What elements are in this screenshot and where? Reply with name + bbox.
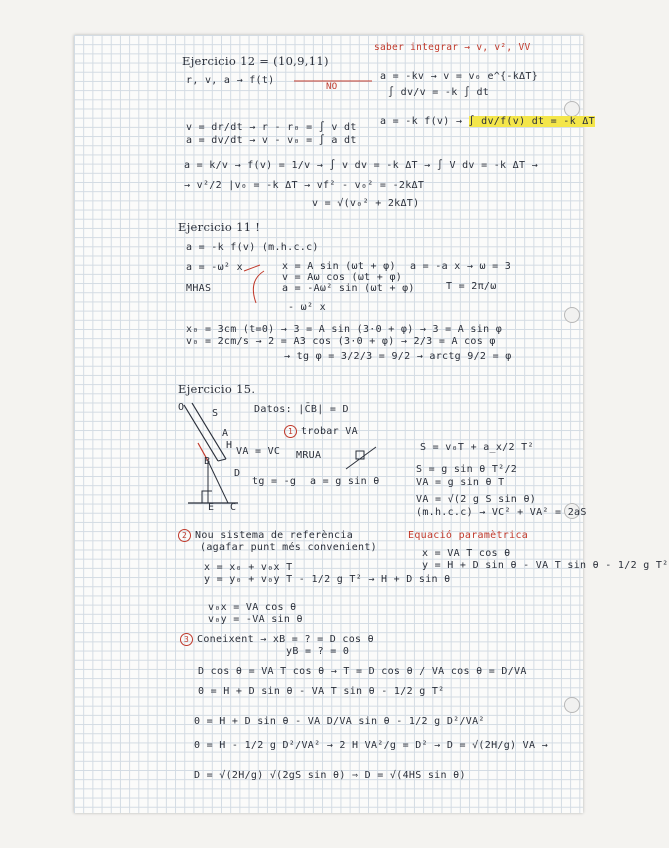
eq-x: x = x₀ + v₀x T bbox=[204, 562, 293, 573]
ex12-right3: a = -k f(v) → ∫ dv/f(v) dt = -k ΔT bbox=[380, 116, 595, 127]
ex15-item2: 2 Nou sistema de referència bbox=[178, 529, 353, 542]
item3-b: yB = ? = 0 bbox=[286, 646, 350, 657]
block-diagram bbox=[342, 443, 382, 473]
label-c: C bbox=[230, 502, 237, 513]
label-e: E bbox=[208, 502, 215, 513]
final-eq3: 0 = H + D sin θ - VA D/VA sin θ - 1/2 g D²/VA² bbox=[194, 716, 485, 727]
binder-hole bbox=[564, 307, 580, 323]
ex11-line1: a = -k f(v) (m.h.c.c) bbox=[186, 242, 319, 253]
ex15-item2-sub: (agafar punt més convenient) bbox=[200, 542, 377, 553]
label-b: B bbox=[204, 456, 211, 467]
ex11-line6: x₀ = 3cm (t=0) → 3 = A sin (3·0 + φ) → 3 = A sin φ bbox=[186, 324, 503, 335]
ex12-right2: ∫ dv/v = -k ∫ dt bbox=[388, 87, 490, 98]
ex11-line3: v = Aω cos (ωt + φ) bbox=[282, 272, 403, 283]
eq-v0x: v₀x = VA cos θ bbox=[208, 602, 297, 613]
ex11-period: T = 2π/ω bbox=[446, 281, 497, 292]
ex11-line2b: x = A sin (ωt + φ) bbox=[282, 261, 396, 272]
ex11-line2c: a = -a x → ω = 3 bbox=[410, 261, 512, 272]
final-eq5: D = √(2H/g) √(2gS sin θ) ⇒ D = √(4HS sin θ) bbox=[194, 770, 466, 781]
final-eq4: 0 = H - 1/2 g D²/VA² → 2 H VA²/g = D² → D = √(2H/g) VA → bbox=[194, 740, 548, 751]
binder-hole bbox=[564, 697, 580, 713]
mrua: MRUA bbox=[296, 450, 322, 461]
ex11-line4b: a = -Aω² sin (ωt + φ) bbox=[282, 283, 415, 294]
eq-y: y = y₀ + v₀y T - 1/2 g T² → H + D sin θ bbox=[204, 574, 451, 585]
ex12-right1: a = -kv → v = v₀ e^{-kΔT} bbox=[380, 71, 539, 82]
ex11-arrows bbox=[234, 267, 294, 307]
notebook-page bbox=[74, 35, 669, 813]
ex15-datos: Datos: |C̄B| = D bbox=[254, 404, 349, 415]
s-eq5: (m.h.c.c) → VC² + VA² = 2aS bbox=[416, 507, 587, 518]
label-s: S bbox=[212, 408, 219, 419]
highlight: ∫ dv/f(v) dt = -k ΔT bbox=[468, 116, 595, 127]
label-d: D bbox=[234, 468, 241, 479]
ex11-line2: a = -ω² x bbox=[186, 262, 243, 273]
ex12-result: v = √(v₀² + 2kΔT) bbox=[312, 198, 420, 209]
ex15-item3: 3 Coneixent → xB = ? = D cos θ bbox=[180, 633, 374, 646]
ex12-line1: r, v, a → f(t) bbox=[186, 75, 275, 86]
label-o: O bbox=[178, 402, 185, 413]
label-a: A bbox=[222, 428, 229, 439]
no-label: NO bbox=[326, 82, 338, 92]
param-title: Equació paramètrica bbox=[408, 530, 529, 541]
param-y: y = H + D sin θ - VA T sin θ - 1/2 g T² bbox=[422, 560, 669, 571]
ex12-line3: a = dv/dt → v - v₀ = ∫ a dt bbox=[186, 135, 357, 146]
final-eq1: D cos θ = VA T cos θ → T = D cos θ / VA cos θ = D/VA bbox=[198, 666, 527, 677]
a-eq: a = g sin θ bbox=[310, 476, 380, 487]
ex11-line8: → tg φ = 3/2/3 = 9/2 → arctg 9/2 = φ bbox=[284, 351, 512, 362]
top-note: saber integrar → v, v², VV bbox=[374, 42, 531, 53]
s-eq1: S = v₀T + a_x/2 T² bbox=[420, 442, 534, 453]
ex11-mhas: MHAS bbox=[186, 283, 212, 294]
label-h: H bbox=[226, 440, 233, 451]
ex12-title: Ejercicio 12 = (10,9,11) bbox=[182, 54, 329, 68]
va-vc: VA = VC bbox=[236, 446, 281, 457]
ex15-title: Ejercicio 15. bbox=[178, 382, 256, 396]
ex15-item1: 1 trobar VA bbox=[284, 425, 358, 438]
ex12-line2: v = dr/dt → r - r₀ = ∫ v dt bbox=[186, 122, 357, 133]
ex12-line5: → v²/2 |v₀ = -k ΔT → vf² - v₀² = -2kΔT bbox=[184, 180, 425, 191]
s-eq2: S = g sin θ T²/2 bbox=[416, 464, 518, 475]
tg-eq: tg = -g bbox=[252, 476, 297, 487]
ex11-line7: v₀ = 2cm/s → 2 = A3 cos (3·0 + φ) → 2/3 = A cos φ bbox=[186, 336, 496, 347]
param-x: x = VA T cos θ bbox=[422, 548, 511, 559]
ex11-line5: - ω² x bbox=[288, 302, 326, 313]
s-eq4: VA = √(2 g S sin θ) bbox=[416, 494, 537, 505]
s-eq3: VA = g sin θ T bbox=[416, 477, 505, 488]
ex12-line4: a = k/v → f(v) = 1/v → ∫ v dv = -k ΔT → ∫ V dv = -k ΔT → bbox=[184, 160, 538, 171]
ex11-title: Ejercicio 11 ! bbox=[178, 220, 261, 234]
final-eq2: 0 = H + D sin θ - VA T sin θ - 1/2 g T² bbox=[198, 686, 445, 697]
eq-v0y: v₀y = -VA sin θ bbox=[208, 614, 303, 625]
